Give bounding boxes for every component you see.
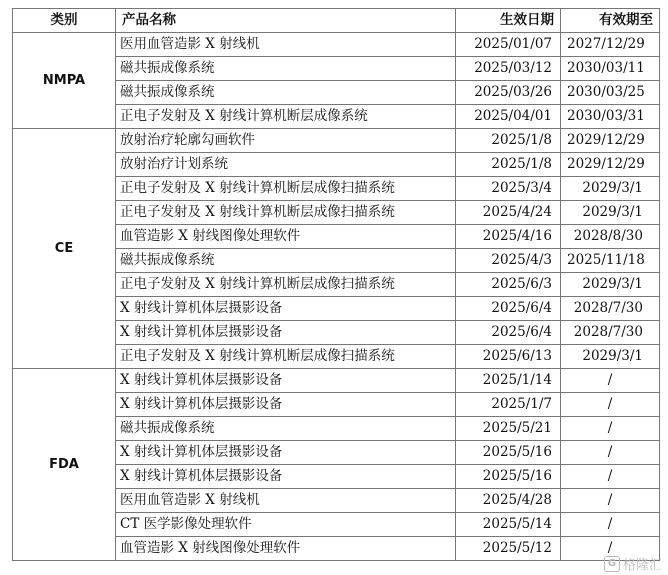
product-name-cell: X 射线计算机体层摄影设备 — [116, 369, 456, 393]
expiry-date-cell: / — [561, 489, 660, 513]
table-row — [13, 369, 660, 393]
effective-date-cell: 2025/4/16 — [456, 225, 561, 249]
expiry-date-cell: 2029/3/1 — [561, 177, 660, 201]
effective-date-cell: 2025/6/13 — [456, 345, 561, 369]
table-body — [13, 33, 660, 561]
expiry-date-cell: 2028/8/30 — [561, 225, 660, 249]
product-name-cell: 磁共振成像系统 — [116, 57, 456, 81]
expiry-date-cell: 2030/03/11 — [561, 57, 660, 81]
product-name-cell: 放射治疗轮廓勾画软件 — [116, 129, 456, 153]
effective-date-cell: 2025/5/12 — [456, 537, 561, 561]
expiry-date-cell: 2029/3/1 — [561, 345, 660, 369]
effective-date-cell: 2025/6/3 — [456, 273, 561, 297]
product-name-cell: X 射线计算机体层摄影设备 — [116, 441, 456, 465]
product-name-cell: X 射线计算机体层摄影设备 — [116, 465, 456, 489]
expiry-date-cell: 2029/3/1 — [561, 273, 660, 297]
expiry-date-cell: 2030/03/25 — [561, 81, 660, 105]
effective-date-cell: 2025/5/21 — [456, 417, 561, 441]
expiry-date-cell: 2029/3/1 — [561, 201, 660, 225]
expiry-date-cell: / — [561, 441, 660, 465]
product-name-cell: 磁共振成像系统 — [116, 417, 456, 441]
effective-date-cell: 2025/04/01 — [456, 105, 561, 129]
product-name-cell: 正电子发射及 X 射线计算机断层成像扫描系统 — [116, 201, 456, 225]
product-name-cell: X 射线计算机体层摄影设备 — [116, 321, 456, 345]
effective-date-cell: 2025/1/8 — [456, 129, 561, 153]
effective-date-cell: 2025/5/14 — [456, 513, 561, 537]
effective-date-cell: 2025/5/16 — [456, 441, 561, 465]
product-name-cell: 磁共振成像系统 — [116, 81, 456, 105]
expiry-date-cell: 2025/11/18 — [561, 249, 660, 273]
effective-date-cell: 2025/03/12 — [456, 57, 561, 81]
effective-date-cell: 2025/4/24 — [456, 201, 561, 225]
expiry-date-cell: 2028/7/30 — [561, 297, 660, 321]
header-category: 类别 — [13, 9, 116, 33]
product-name-cell: 正电子发射及 X 射线计算机断层成像扫描系统 — [116, 177, 456, 201]
expiry-date-cell: / — [561, 513, 660, 537]
effective-date-cell: 2025/5/16 — [456, 465, 561, 489]
product-name-cell: 磁共振成像系统 — [116, 249, 456, 273]
effective-date-cell: 2025/1/14 — [456, 369, 561, 393]
effective-date-cell: 2025/6/4 — [456, 321, 561, 345]
header-product: 产品名称 — [116, 9, 456, 33]
product-name-cell: CT 医学影像处理软件 — [116, 513, 456, 537]
product-name-cell: 血管造影 X 射线图像处理软件 — [116, 537, 456, 561]
certification-table — [12, 8, 660, 561]
product-name-cell: 正电子发射及 X 射线计算机断层成像系统 — [116, 105, 456, 129]
expiry-date-cell: 2028/7/30 — [561, 321, 660, 345]
watermark-logo-icon: G — [604, 556, 620, 572]
product-name-cell: 医用血管造影 X 射线机 — [116, 33, 456, 57]
effective-date-cell: 2025/4/28 — [456, 489, 561, 513]
watermark — [604, 554, 662, 573]
table-row — [13, 33, 660, 57]
product-name-cell: 正电子发射及 X 射线计算机断层成像扫描系统 — [116, 273, 456, 297]
expiry-date-cell: / — [561, 465, 660, 489]
product-name-cell: X 射线计算机体层摄影设备 — [116, 297, 456, 321]
product-name-cell: 血管造影 X 射线图像处理软件 — [116, 225, 456, 249]
expiry-date-cell: / — [561, 393, 660, 417]
watermark-text: 格隆汇 — [622, 558, 662, 573]
header-row — [13, 9, 660, 33]
product-name-cell: 正电子发射及 X 射线计算机断层成像扫描系统 — [116, 345, 456, 369]
product-name-cell: X 射线计算机体层摄影设备 — [116, 393, 456, 417]
effective-date-cell: 2025/6/4 — [456, 297, 561, 321]
expiry-date-cell: / — [561, 417, 660, 441]
effective-date-cell: 2025/3/4 — [456, 177, 561, 201]
category-cell: CE — [13, 129, 116, 369]
effective-date-cell: 2025/4/3 — [456, 249, 561, 273]
product-name-cell: 医用血管造影 X 射线机 — [116, 489, 456, 513]
expiry-date-cell: 2027/12/29 — [561, 33, 660, 57]
effective-date-cell: 2025/01/07 — [456, 33, 561, 57]
category-cell: NMPA — [13, 33, 116, 129]
expiry-date-cell: 2030/03/31 — [561, 105, 660, 129]
effective-date-cell: 2025/1/8 — [456, 153, 561, 177]
expiry-date-cell: / — [561, 369, 660, 393]
header-effective-date: 生效日期 — [456, 9, 561, 33]
expiry-date-cell: / — [561, 537, 660, 561]
category-cell: FDA — [13, 369, 116, 561]
effective-date-cell: 2025/1/7 — [456, 393, 561, 417]
expiry-date-cell: 2029/12/29 — [561, 153, 660, 177]
header-expiry-date: 有效期至 — [561, 9, 660, 33]
expiry-date-cell: 2029/12/29 — [561, 129, 660, 153]
effective-date-cell: 2025/03/26 — [456, 81, 561, 105]
product-name-cell: 放射治疗计划系统 — [116, 153, 456, 177]
table-row — [13, 129, 660, 153]
